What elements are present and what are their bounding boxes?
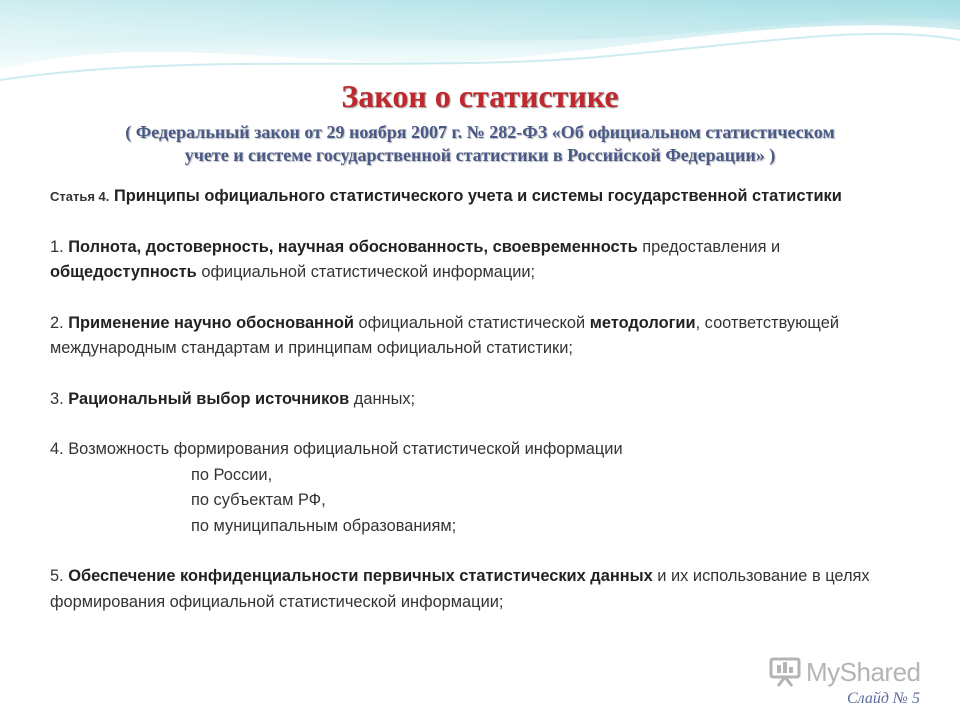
principle-5-number: 5. — [50, 567, 64, 585]
slide-subtitle — [40, 121, 920, 167]
slide-number: Слайд № 5 — [846, 690, 920, 707]
principle-1-text-2: официальной статистической информации; — [201, 263, 536, 281]
principle-1-bold-1: Полнота, достоверность, научная обоснованность, своевременность — [68, 237, 638, 256]
myshared-logo — [768, 656, 921, 688]
principle-2 — [50, 311, 910, 362]
principle-4 — [50, 437, 910, 463]
principle-2-text-1: официальной статистической — [358, 313, 586, 332]
principle-3-bold-1: Рациональный выбор источников — [68, 389, 350, 408]
principle-3-number: 3. — [50, 389, 64, 408]
subtitle-line-2: учете и системе государственной статистики в Российской Федерации» ) — [184, 145, 776, 165]
principle-1-text-1: предоставления и — [642, 237, 781, 256]
principle-1 — [50, 235, 910, 286]
article-heading — [50, 184, 910, 210]
principle-4-number: 4. — [50, 440, 64, 458]
principle-4-sub-2: по субъектам РФ, — [191, 491, 326, 509]
principle-3-text-1: данных; — [353, 389, 416, 408]
principle-5-bold-1: Обеспечение конфиденциальности первичных статистических данных — [68, 567, 653, 585]
principle-5-text-1: и их использование в целях формирования официальной статистической информации; — [50, 567, 870, 611]
article-prefix: Статья 4. — [50, 189, 110, 204]
principle-1-number: 1. — [50, 237, 64, 256]
principle-2-bold-2: методологии — [589, 313, 696, 332]
presentation-board-icon — [768, 656, 802, 688]
logo-text: MyShared — [806, 656, 921, 687]
principle-5 — [50, 564, 910, 615]
principle-2-number: 2. — [50, 313, 64, 332]
article-title: Принципы официального статистического учета и системы государственной статистики — [113, 187, 842, 205]
principle-4-sub-3: по муниципальным образованиям; — [191, 516, 457, 535]
principle-2-text-2: , соответствующей международным стандартам и принципам официальной статистики; — [50, 313, 839, 357]
slide-title: Закон о статистике — [341, 78, 619, 114]
principle-4-sub-1: по России, — [191, 465, 273, 484]
principle-4-text-1: Возможность формирования официальной статистической информации — [68, 440, 623, 458]
principle-2-bold-1: Применение научно обоснованной — [68, 313, 354, 332]
principle-3 — [50, 387, 910, 413]
article-content — [50, 184, 910, 615]
subtitle-line-1: ( Федеральный закон от 29 ноября 2007 г. № 282-ФЗ «Об официальном статистическом — [125, 122, 835, 142]
principle-1-bold-2: общедоступность — [50, 263, 197, 281]
